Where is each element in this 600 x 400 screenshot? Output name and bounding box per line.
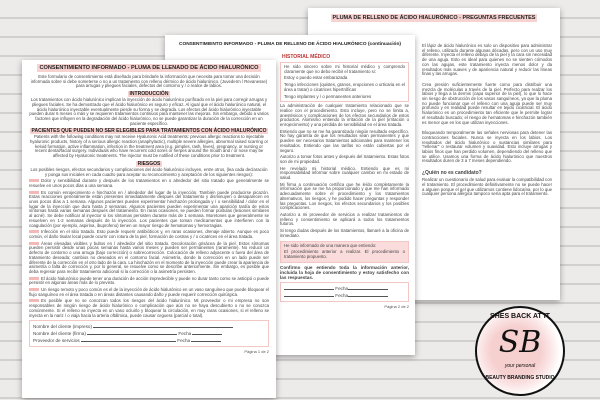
history-item: Tengo implantes y / o permanentes anteriores — [284, 93, 372, 99]
patients-heading: PACIENTES QUE PUEDEN NO SER ELEGIBLES PARA TRATAMIENTOS CON ÁCIDO HIALURÓNICO — [31, 128, 267, 135]
client-name-field[interactable] — [93, 323, 233, 328]
paragraph: Entiendo que no se me ha garantizado ningún resultado específico. No hay garantía de que los resultados sean permanentes y que pueden ser necesarios tratamientos adicionales para mantener los resultados. Entiendo que las tarifas no están cubiertas por el seguro. — [280, 128, 409, 153]
consent-page-1 — [22, 60, 276, 398]
history-item: Estoy o puedo estar embarazada — [284, 75, 348, 81]
logo-top-text: SHES BACK AT IT — [490, 313, 550, 320]
date-label: Fecha — [178, 331, 192, 337]
risk-text: Áreas elevadas visibles y bultos en / alrededor del sitio tratado. Decoloración grisácea de la piel. Estos síntomas pueden persistir desde unas pocas semanas hasta varios meses y pueden ser permanentes (raramente). No reducir un defecto de contorno o una arruga (bajo corrección) o sobrecorrección. Colocación de relleno adyacente o fuera del área de tratamiento deseada; cambios no deseados en el contorno facial. Asimetría, donde la corrección en un lado puede ser diferente de la corrección en el otro lado de la cara. La hinchazón en el momento de la inyección puede crear la apariencia de asimetría o falta de corrección y, por lo general, se resuelve como se describe anteriormente. Sin embargo, es posible que deba regresar para recibir tratamiento adicional si la corrección o la asimetría persisten. — [29, 240, 269, 274]
initials-box[interactable] — [29, 277, 39, 280]
page-number: Página 2 de 2 — [384, 303, 409, 309]
paragraph: Autorizo a tomar fotos antes y después del tratamiento. Estas fotos son de mi propiedad. — [280, 154, 409, 164]
patients-text: Patients with the following conditions may not receive Hyaluronic Acid treatments: previous allergic reactions to injectable hyaluronic products, history of a serious allergic reaction (anaphylactic), multiple severe allergies, abnormal raised scarring or keloid formation, active inflammation, infection in the treatment area (e.g. pimples, rash, hives), pregnancy, or nursing or recent dental/facial surgery. Individuals who have recurrent cold sores or herpes around the mouth and / or nose may be affected by Hyaluronic treatments. The injector must be notified of these conditions prior to treatment. — [29, 134, 269, 159]
date-field[interactable] — [191, 337, 221, 342]
risk-text: Infección en el sitio tratado. Esto puede requerir antibióticos y, en raras ocasiones, drenaje abierto. Aunque es poco común, el daño tisular local puede ocurrir con rotura de la piel, formación de costras y / o cicatrices en el área tratada. — [29, 229, 269, 239]
initials-box[interactable] — [29, 230, 39, 233]
client-signature-label: Nombre del cliente (firma) — [33, 331, 86, 337]
client-name-label: Nombre del cliente (impreso) — [33, 324, 92, 330]
paragraph: Autorizo a mi proveedor de servicios a realizar tratamientos de relleno y consentimiento se aplicará a todos los tratamientos futuros. — [280, 211, 409, 227]
logo-subtitle: your personal — [504, 363, 536, 369]
paragraph: He revelado mi historial médico. Entiendo que es mi responsabilidad informar sobre cualquier cambio en mi estado de salud. — [280, 165, 409, 181]
faq-question: ¿Quién no es candidato? — [422, 170, 482, 177]
risk-item — [29, 230, 269, 239]
history-item: Tengo infecciones (quistes, granos, erupciones o urticaria en el área a tratar) o cicatrices hipertróficas — [284, 82, 405, 92]
provider-label: Proveedor de servicios — [33, 338, 80, 344]
page-number: Página 1 de 2 — [244, 349, 269, 355]
paragraph: Mi firma a continuación certifica que he leído completamente la información que se me ha proporcionado y que me han informado adecuadamente sobre el procedimiento y los tratamientos alternativos, los riesgos, y he podido hacer preguntas y responder las preguntas. Los riesgos, los efectos secundarios y los posibles complicaciones. — [280, 181, 409, 211]
box-intro: He sido informado de una manera que entiendo: — [284, 242, 377, 248]
initials-box[interactable] — [29, 191, 39, 194]
introduction-text: Los tratamientos con ácido hialurónico implican la inyección de ácido hialurónico purificado en la piel para corregir arrugas y pliegues faciales. Se ha demostrado que el ácido hialurónico es seguro y eficaz. Al igual que el ácido hialurónico natural, el ácido hialurónico inyectable eventualmente pierde su forma y se degrada. Los efectos del ácido hialurónico inyectable pueden durar 6 meses o más y se requieren tratamientos continuos para mantener las mejoras. Sin embargo, debido a varios factores que influyen en la degradación del ácido hialurónico, no se puede garantizar la duración de la corrección en un paciente específico. — [29, 97, 269, 126]
date-line[interactable] — [348, 292, 388, 297]
history-heading: HISTORIAL MÉDICO — [282, 54, 331, 60]
faq-answer: Crea presión suficientemente fuerte como para distribuir una mezcla de moléculas a través de la piel. Perfecto para realzar los labios y llega a la dermis (capa superior de la piel), lo que lo hace sin riesgo de obstrucción de los vasos sanguíneos, ya que la pluma no puede funcionar que el relleno con una aguja puede ser muy profundo y en realidad puede resultar en tejido cicatricial. El ácido hialurónico es un procedimiento tan eficiente que le permite lograr el resultado buscado; el riesgo de hematomas e hinchazón también es menor que en los que utilizan inyecciones. — [422, 81, 552, 125]
informed-box — [280, 241, 409, 263]
introduction-heading: INTRODUCCIÓN — [129, 91, 169, 98]
faq-answer: El lápiz de ácido hialurónico es solo un dispositivo para administrar el relleno, utilizado durante algunas décadas, pero con un uso muy diferente. Inyecta el relleno debajo de la piel y la cara sin necesidad de una aguja. Esto es ideal para quienes no se sienten cómodos con las agujas, este tratamiento inyecta menos dolor y da resultados más suaves y de apariencia natural y reducir las líneas finas y las arrugas. — [422, 43, 552, 77]
date-label: Fecha — [335, 285, 349, 291]
confirm-text: Confirmo que entiendo toda la información anterior, incluida la hoja de consentimiento y estoy satisfecho con las respuestas. — [280, 264, 409, 280]
page-1-signature-box — [29, 320, 269, 347]
risk-item — [29, 179, 269, 188]
date-label: Fecha — [335, 292, 349, 298]
history-item: He sido sincero sobre mi historial médico y comprendo claramente que no debo recibir el tratamiento si: — [284, 64, 405, 74]
signature-line[interactable] — [284, 292, 334, 297]
faq-answer: Realizar un cuestionario de salud para evaluar la compatibilidad con el tratamiento. El procedimiento definitivamente no se puede hacer a alguien porque el gel que utilizamos contiene lidocaína, por lo que cualquier persona alérgica tampoco sería apta para el tratamiento. — [422, 177, 552, 197]
initials-box[interactable] — [29, 299, 39, 302]
initials-box[interactable] — [29, 179, 39, 182]
faq-answer: Bloqueando temporalmente las señales nerviosas para detener las contracciones faciales. Nunca se inyecta en los labios. Los resultados del ácido hialurónico o sustancias similares para "rellenar" o restaurar volumen y suavidad. Esto incluye arrugas y labios finos que han perdido volumen, dependiendo del relleno que se utilice. Usamos una forma de ácido hialurónico que nuestros resultados duren de 3 a 7 meses dependiendo. — [422, 130, 552, 164]
risk-text: El ácido hialurónico puede tener una duración de acción impredecible y puede no durar tanto como se anticipó o puede persistir en algunas áreas más de lo previsto. — [29, 275, 269, 286]
date-line[interactable] — [348, 285, 388, 290]
risks-heading: RIESGOS — [137, 160, 161, 167]
paragraph: La administración de cualquier tratamiento relacionado que se realice con el procedimiento. Esto incluye, pero no se limita a, anestésicos y complicaciones de los efectos secundarios de estos productos. Asimismo entiendo la irritación de la piel (irritación o enrojecimiento) y una pérdida de sensibilidad en el área tratada. — [280, 103, 409, 128]
box-text: El procedimiento anterior a realizar. El procedimiento o tratamiento propuesto. — [284, 249, 405, 259]
initials-box[interactable] — [29, 288, 39, 291]
paragraph: Si tengo dudas después de los tratamientos, llamaré a la oficina de inmediato. — [280, 228, 409, 238]
logo-monogram: SB — [498, 325, 542, 360]
risk-text: Un riesgo remoto y poco común es el de la inyección de ácido hialurónico en un vaso sanguíneo que puede bloquear el flujo sanguíneo en el área tratada o en áreas distantes causando daño y puede requerir corrección quirúrgica. — [29, 287, 269, 297]
logo-bottom-text: BEAUTY BRANDING STUDIO — [485, 375, 555, 381]
page-2-signature-box — [280, 282, 409, 302]
intro-text: Este formulario de consentimiento está diseñado para brindarle la información que necesita para tomar una decisión informada sobre si debe someterse o no a un tratamiento con relleno dérmico de ácido hialurónico. (Juvederm / Revanesse) para arrugas y pliegues faciales, defectos del contorno y / o realce de labios. — [30, 74, 268, 89]
page-1-title: CONSENTIMIENTO INFORMADO - PLUMA DE LLENADO DE ÁCIDO HIALURÓNICO — [39, 65, 259, 71]
client-signature-field[interactable] — [87, 330, 177, 335]
risk-text: Dolor y sensibilidad durante y después de los tratamientos en o alrededor del sitio tratado que generalmente se resuelve en unos pocos días a una semana. — [29, 178, 269, 188]
signature-line[interactable] — [284, 285, 334, 290]
risk-text: Es común enrojecimiento e hinchazón en / alrededor del lugar de la inyección. También puede producirse picazón. Estas reacciones generalmente están presentes inmediatamente después del tratamiento y disminuyen o desaparecen en unos pocos días a 1 semana. Algunos pacientes pueden experimentar hinchazón prolongada y / o sensibilidad / dolor en el lugar de la inyección que dura hasta 2 semanas. Algunos pacientes pueden experimentar una aparición tardía de estos síntomas hasta varias semanas después del tratamiento. En raras ocasiones, se pueden formar pústulas (lesiones similares al acné). Se debe notificar al inyector si los síntomas persisten durante más de 1 semana. Moretones que generalmente se resuelven en 1-2 semanas después de la inyección. Los pacientes que toman medicamentos que interfieren con la coagulación (por ejemplo, aspirina, ibuprofeno) tienen un mayor riesgo de hematomas y hemorragias. — [29, 189, 269, 228]
history-box — [280, 62, 409, 102]
page-2-title: CONSENTIMIENTO INFORMADO - PLUMA DE RELLENO DE ÁCIDO HIALURÓNICO (continuación) — [179, 42, 401, 47]
risk-text: Es posible que no se conozcan todos los riesgos del ácido hialurónico. Mi proveedor o mi empresa no son responsables de ningún riesgo de ácido hialurónico o complicación que aún no se haya descubierto o no se conozca comúnmente. Si el relleno se inyecta en un vaso ocluirlo y bloquear la circulación, en muy raras ocasiones, si el relleno se inyecta en la nariz / o viaja hacia la arteria oftálmica, puede causar ceguera (parcial o total). — [29, 298, 269, 318]
risk-item — [29, 299, 269, 318]
risk-item — [29, 288, 269, 297]
risks-intro: Los posibles riesgos, efectos secundarios y complicaciones del ácido hialurónico incluyen, entre otros, (lea cada declaración y ponga sus iniciales en cada cuadro para aceptar su reconocimiento y aceptación de los siguientes riesgos): — [30, 166, 268, 177]
risk-item — [29, 277, 269, 286]
risk-item — [29, 191, 269, 229]
provider-field[interactable] — [81, 337, 176, 342]
date-field[interactable] — [192, 330, 222, 335]
brand-logo-stamp — [475, 306, 565, 396]
initials-box[interactable] — [29, 242, 39, 245]
faq-title: PLUMA DE RELLENO DE ÁCIDO HIALURÓNICO - PREGUNTAS FRECUENTES — [332, 15, 536, 21]
risk-item — [29, 242, 269, 275]
date-label: Fecha — [177, 338, 191, 344]
